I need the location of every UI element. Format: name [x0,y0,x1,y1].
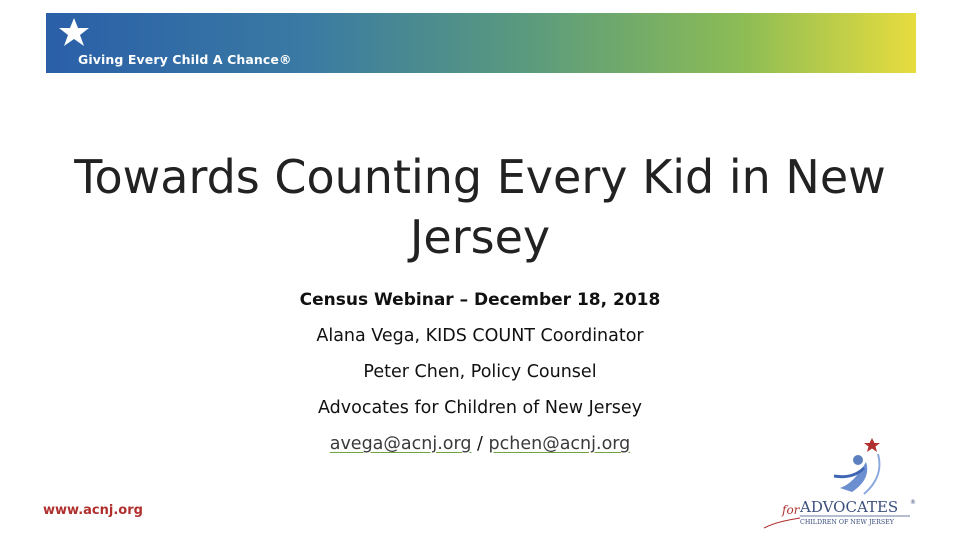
acnj-logo [760,436,925,532]
email-line [180,426,780,462]
presenter-info [180,282,780,462]
email-link-pchen[interactable]: pchen@acnj.org [488,434,631,454]
organization: Advocates for Children of New Jersey [317,398,642,418]
banner-tagline: Giving Every Child A Chance® [78,52,292,67]
event-line: Census Webinar – December 18, 2018 [299,290,661,310]
logo-reg-mark: ® [910,499,916,506]
logo-name-text: ADVOCATES [800,498,899,516]
email-separator: / [477,434,483,454]
presenter-1: Alana Vega, KIDS COUNT Coordinator [316,326,644,346]
header-banner [46,13,916,73]
email-link-avega[interactable]: avega@acnj.org [329,434,472,454]
acnj-figure-icon [834,438,880,494]
logo-sub-text: CHILDREN OF NEW JERSEY [800,519,894,526]
website-url[interactable]: www.acnj.org [43,503,143,518]
presenter-2: Peter Chen, Policy Counsel [363,362,597,382]
logo-for-text: for [782,503,800,517]
star-icon [56,17,92,49]
slide-title: Towards Counting Every Kid in New Jersey [74,150,886,264]
